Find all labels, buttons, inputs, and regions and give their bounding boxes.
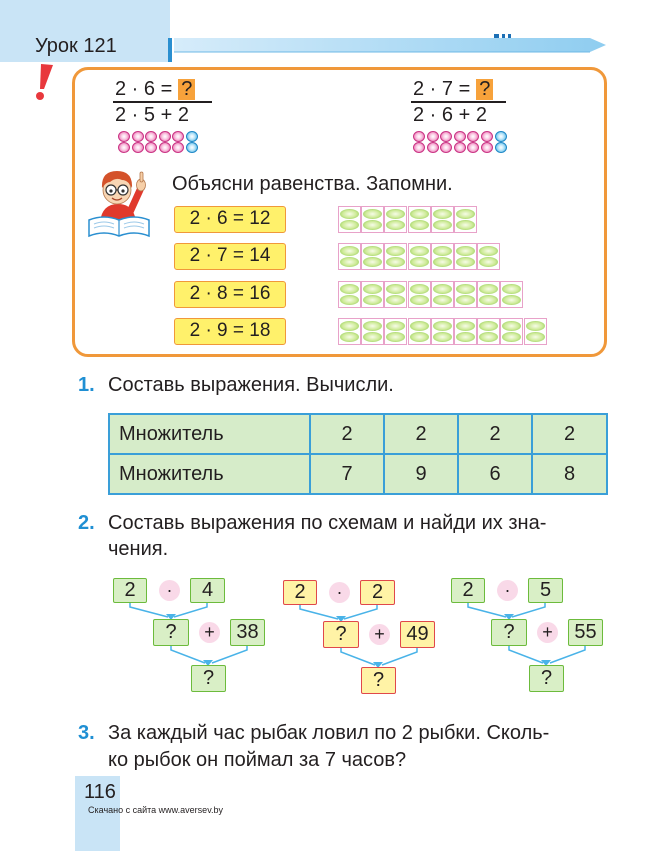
bead <box>427 131 439 142</box>
bead-pair-cell <box>500 281 523 308</box>
green-bead <box>363 246 382 256</box>
task-text-line: чения. <box>108 538 169 560</box>
table-cell: 8 <box>532 454 607 494</box>
bead-pair-cell <box>384 281 407 308</box>
bead-pair-cell <box>477 243 500 270</box>
bead-pair-cell <box>408 318 431 345</box>
bead-pair-pink <box>467 131 479 153</box>
green-bead <box>433 257 452 267</box>
green-bead-row <box>338 206 553 233</box>
equality-box: 2 · 6 = 12 <box>174 206 286 233</box>
numerator-text: 2 · 6 = <box>115 78 173 100</box>
bead-pair-pink <box>440 131 452 153</box>
bead <box>118 142 130 153</box>
bead <box>454 131 466 142</box>
green-bead <box>433 246 452 256</box>
table-cell: 2 <box>384 414 458 454</box>
boy-reading-book-icon <box>86 160 154 240</box>
green-bead <box>410 246 429 256</box>
task-number: 2. <box>78 512 95 534</box>
bead-pair-blue <box>495 131 507 153</box>
bead <box>145 131 157 142</box>
operand-box: 49 <box>400 621 435 648</box>
green-bead <box>410 295 429 305</box>
operand-box: 2 <box>451 578 485 603</box>
green-bead <box>433 295 452 305</box>
green-bead <box>363 295 382 305</box>
bead <box>495 142 507 153</box>
bead <box>118 131 130 142</box>
table-cell: Множитель <box>109 454 310 494</box>
header-arrow-bar <box>166 28 611 64</box>
plus-sign: + <box>369 624 390 645</box>
bead-pair-cell <box>431 243 454 270</box>
plus-sign: + <box>199 622 220 643</box>
green-bead <box>410 321 429 331</box>
green-bead <box>340 257 359 267</box>
equality-box: 2 · 7 = 14 <box>174 243 286 270</box>
green-bead <box>456 321 475 331</box>
bead-pair-cell <box>338 281 361 308</box>
green-bead <box>363 209 382 219</box>
bead-pair-cell <box>338 206 361 233</box>
result-box: ? <box>529 665 564 692</box>
bead <box>481 142 493 153</box>
bead-pair-pink <box>413 131 425 153</box>
green-bead <box>340 284 359 294</box>
green-bead <box>410 209 429 219</box>
green-bead <box>363 257 382 267</box>
operand-box: 2 <box>360 580 395 605</box>
bead <box>495 131 507 142</box>
green-bead <box>386 295 405 305</box>
green-bead <box>363 220 382 230</box>
result-box: ? <box>361 667 396 694</box>
multiply-sign: · <box>159 580 180 601</box>
green-bead <box>526 332 545 342</box>
bead <box>481 131 493 142</box>
bead <box>454 142 466 153</box>
bead <box>172 131 184 142</box>
fraction-numerator <box>115 78 195 100</box>
task-text-line: Составь выражения по схемам и найди их зна- <box>108 512 547 534</box>
green-bead <box>340 295 359 305</box>
fraction-numerator <box>413 78 493 100</box>
table-cell: 2 <box>532 414 607 454</box>
bead <box>413 131 425 142</box>
task-number: 3. <box>78 722 95 744</box>
equality-box: 2 · 9 = 18 <box>174 318 286 345</box>
table-row <box>109 414 607 454</box>
bead <box>467 131 479 142</box>
fraction-denominator: 2 · 6 + 2 <box>413 104 487 126</box>
bead-pair-cell <box>361 206 384 233</box>
green-bead-row <box>338 318 553 345</box>
green-bead <box>340 332 359 342</box>
green-bead <box>479 257 498 267</box>
green-bead <box>410 220 429 230</box>
task-text-line: За каждый час рыбак ловил по 2 рыбки. Сколь- <box>108 722 550 744</box>
bead <box>440 131 452 142</box>
green-bead <box>363 332 382 342</box>
numerator-text: 2 · 7 = <box>413 78 471 100</box>
green-bead <box>433 332 452 342</box>
green-bead <box>386 209 405 219</box>
bead-pair-cell <box>384 318 407 345</box>
plus-sign: + <box>537 622 558 643</box>
bead-pair-pink <box>118 131 130 153</box>
bead <box>145 142 157 153</box>
table-row <box>109 454 607 494</box>
operand-box: 55 <box>568 619 603 646</box>
bead-pair-cell <box>454 318 477 345</box>
bead-pair-cell <box>338 318 361 345</box>
bead <box>467 142 479 153</box>
green-bead <box>456 209 475 219</box>
operand-box: 38 <box>230 619 265 646</box>
multiply-sign: · <box>329 582 350 603</box>
green-bead <box>410 257 429 267</box>
bead-pair-cell <box>431 318 454 345</box>
green-bead <box>340 209 359 219</box>
bead <box>159 142 171 153</box>
operand-box: 4 <box>190 578 225 603</box>
bead-pair-cell <box>361 281 384 308</box>
bead-pair-cell <box>384 206 407 233</box>
green-bead <box>386 220 405 230</box>
question-mark-box: ? <box>178 79 195 100</box>
bead-pair-cell <box>454 206 477 233</box>
bead <box>186 131 198 142</box>
operand-box: 2 <box>283 580 317 605</box>
green-bead <box>386 246 405 256</box>
bead-pair-cell <box>408 281 431 308</box>
green-bead <box>502 321 521 331</box>
green-bead <box>340 246 359 256</box>
source-note: Скачано с сайта www.aversev.by <box>88 805 224 815</box>
bead-pair-cell <box>384 243 407 270</box>
intermediate-box: ? <box>153 619 189 646</box>
bead <box>159 131 171 142</box>
expression-scheme <box>451 578 607 694</box>
green-bead-row <box>338 243 553 270</box>
green-bead <box>479 246 498 256</box>
green-bead <box>456 284 475 294</box>
green-bead <box>340 321 359 331</box>
bead-pair-pink <box>132 131 144 153</box>
green-bead <box>502 332 521 342</box>
bead-pair-cell <box>500 318 523 345</box>
table-cell: 2 <box>458 414 532 454</box>
green-bead <box>479 295 498 305</box>
bead-pair-cell <box>408 206 431 233</box>
green-bead <box>502 284 521 294</box>
bead-pair-cell <box>361 318 384 345</box>
table-cell: 6 <box>458 454 532 494</box>
fraction-line <box>113 101 212 103</box>
bead-pair-cell <box>477 281 500 308</box>
expression-scheme <box>283 580 439 696</box>
page-number: 116 <box>84 781 116 803</box>
fraction-line <box>411 101 506 103</box>
bead-pair-pink <box>481 131 493 153</box>
bead <box>132 131 144 142</box>
green-bead <box>386 321 405 331</box>
green-bead <box>363 321 382 331</box>
green-bead <box>433 209 452 219</box>
lesson-title: Урок 121 <box>35 35 117 57</box>
table-cell: 9 <box>384 454 458 494</box>
green-bead <box>410 284 429 294</box>
intermediate-box: ? <box>491 619 527 646</box>
bead-pair-pink <box>427 131 439 153</box>
bead-row <box>118 131 218 153</box>
expression-scheme <box>113 578 269 694</box>
green-bead <box>479 321 498 331</box>
exclamation-icon <box>32 62 54 102</box>
question-mark-box: ? <box>476 79 493 100</box>
green-bead <box>456 257 475 267</box>
table-cell: 7 <box>310 454 384 494</box>
bead-pair-cell <box>431 281 454 308</box>
green-bead <box>386 284 405 294</box>
bead-pair-cell <box>408 243 431 270</box>
green-bead <box>433 284 452 294</box>
bead-pair-cell <box>431 206 454 233</box>
task-number: 1. <box>78 374 95 396</box>
bead <box>132 142 144 153</box>
green-bead <box>456 332 475 342</box>
result-box: ? <box>191 665 226 692</box>
green-bead <box>502 295 521 305</box>
operand-box: 2 <box>113 578 147 603</box>
green-bead <box>363 284 382 294</box>
bead-pair-pink <box>145 131 157 153</box>
green-bead <box>526 321 545 331</box>
table-cell: 2 <box>310 414 384 454</box>
bead <box>440 142 452 153</box>
bead-pair-blue <box>186 131 198 153</box>
bead-pair-pink <box>454 131 466 153</box>
bead-pair-pink <box>172 131 184 153</box>
green-bead <box>479 284 498 294</box>
green-bead <box>386 257 405 267</box>
bead-row <box>413 131 513 153</box>
factor-table <box>108 413 608 495</box>
bead-pair-cell <box>524 318 547 345</box>
bead-pair-pink <box>159 131 171 153</box>
green-bead <box>410 332 429 342</box>
green-bead <box>456 246 475 256</box>
rule-instruction: Объясни равенства. Запомни. <box>172 173 453 195</box>
bead <box>413 142 425 153</box>
green-bead <box>456 295 475 305</box>
green-bead <box>479 332 498 342</box>
bead-pair-cell <box>361 243 384 270</box>
green-bead <box>456 220 475 230</box>
table-cell: Множитель <box>109 414 310 454</box>
bead <box>427 142 439 153</box>
green-bead <box>340 220 359 230</box>
green-bead <box>386 332 405 342</box>
intermediate-box: ? <box>323 621 359 648</box>
equality-box: 2 · 8 = 16 <box>174 281 286 308</box>
bead-pair-cell <box>454 281 477 308</box>
bead-pair-cell <box>477 318 500 345</box>
task-text-line: ко рыбок он поймал за 7 часов? <box>108 749 407 771</box>
bead-pair-cell <box>338 243 361 270</box>
green-bead-row <box>338 281 553 308</box>
fraction-denominator: 2 · 5 + 2 <box>115 104 189 126</box>
green-bead <box>433 321 452 331</box>
operand-box: 5 <box>528 578 563 603</box>
multiply-sign: · <box>497 580 518 601</box>
bead <box>186 142 198 153</box>
task-text: Составь выражения. Вычисли. <box>108 374 394 396</box>
bead-pair-cell <box>454 243 477 270</box>
green-bead <box>433 220 452 230</box>
bead <box>172 142 184 153</box>
